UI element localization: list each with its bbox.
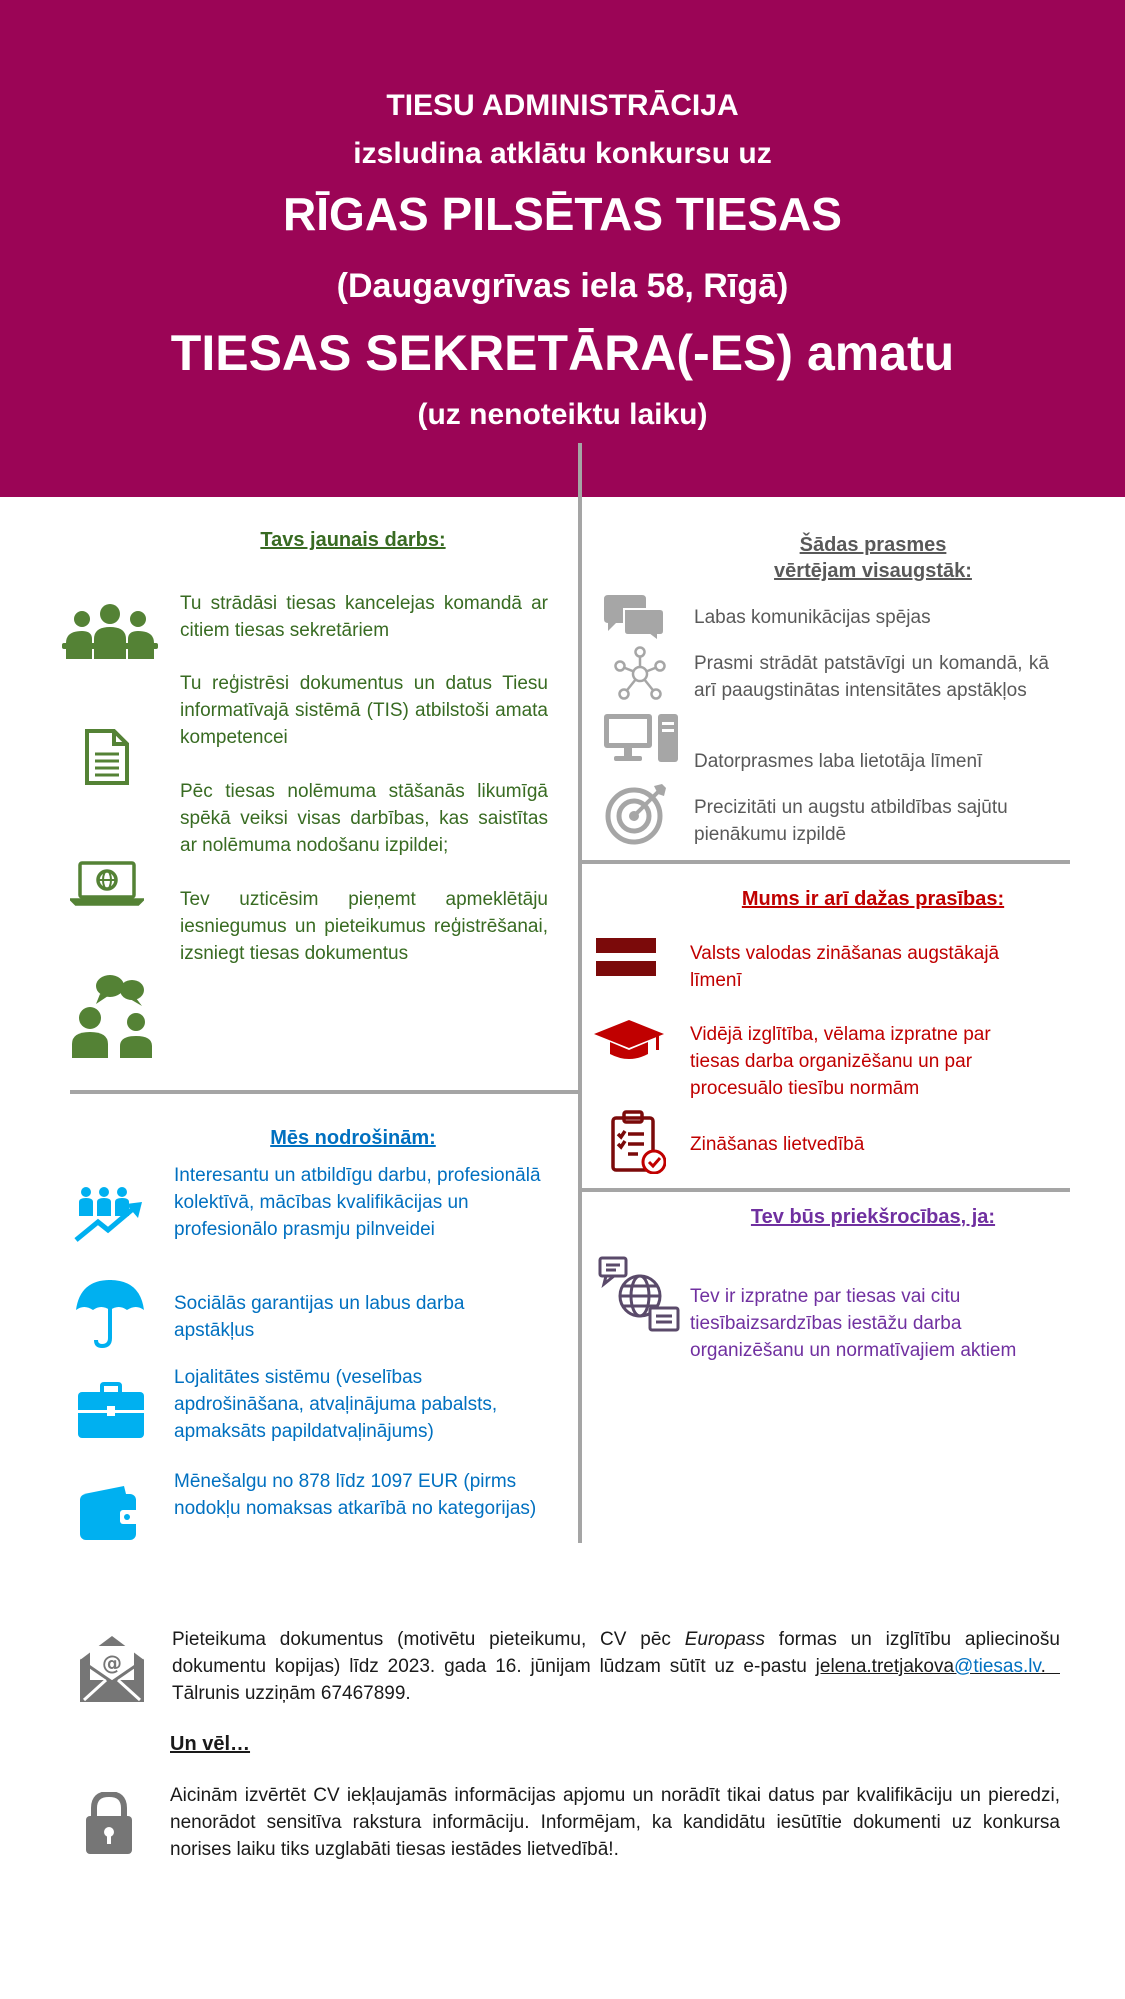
briefcase-icon bbox=[78, 1380, 144, 1438]
job-title: Tavs jaunais darbs: bbox=[260, 529, 446, 551]
target-icon bbox=[604, 782, 668, 846]
right-divider-2 bbox=[582, 1188, 1070, 1192]
skill-item-3: Datorprasmes laba lietotāja līmenī bbox=[694, 751, 983, 772]
job-item-3: Pēc tiesas nolēmuma stāšanās likumīgā spēkā veiksi visas darbības, kas saistītas ar nolēmuma nodošanu izpildei; bbox=[180, 781, 548, 856]
envelope-at-icon bbox=[80, 1632, 144, 1704]
header-announce: izsludina atklātu konkursu uz bbox=[353, 137, 772, 170]
header-position: TIESAS SEKRETĀRA(-ES) amatu bbox=[170, 325, 955, 381]
growth-team-icon bbox=[74, 1186, 144, 1242]
apply-text: Pieteikuma dokumentus (motivētu pieteikumu, CV pēc Europass formas un izglītību apliecinošu dokumentu kopijas) līdz 2023. gada 16. jūnijam lūdzam sūtīt uz e-pastu jelena.tretjakova@tiesas.lv. Tālrunis uzziņām 67467899. bbox=[172, 1629, 1060, 1704]
wallet-icon bbox=[80, 1486, 140, 1540]
svg-text:@: @ bbox=[102, 1651, 122, 1675]
offer-item-4: Mēnešalgu no 878 līdz 1097 EUR (pirms nodokļu nomaksas atkarībā no kategorijas) bbox=[174, 1471, 537, 1519]
skills-title-1: Šādas prasmes bbox=[799, 534, 947, 556]
offer-title: Mēs nodrošinām: bbox=[270, 1127, 436, 1149]
laptop-globe-icon bbox=[70, 860, 144, 906]
network-icon bbox=[612, 646, 668, 702]
globe-documents-icon bbox=[598, 1256, 680, 1334]
header-banner bbox=[0, 0, 1125, 497]
umbrella-icon bbox=[76, 1278, 144, 1348]
skill-item-1: Labas komunikācijas spējas bbox=[694, 607, 931, 628]
job-item-4: Tev uzticēsim pieņemt apmeklētāju iesniegumus un pieteikumus reģistrēšanai, izsniegt tiesas dokumentus bbox=[180, 889, 548, 964]
right-divider-1 bbox=[582, 860, 1070, 864]
speech-bubbles-icon bbox=[602, 595, 666, 641]
advantage-title: Tev būs priekšrocības, ja: bbox=[750, 1206, 996, 1228]
padlock-icon bbox=[86, 1792, 132, 1854]
more-title: Un vēl… bbox=[170, 1733, 251, 1755]
header-address: (Daugavgrīvas iela 58, Rīgā) bbox=[336, 267, 789, 305]
header-term: (uz nenoteiktu laiku) bbox=[417, 398, 708, 431]
people-chat-icon bbox=[70, 972, 154, 1058]
job-item-2: Tu reģistrēsi dokumentus un datus Tiesu informatīvajā sistēmā (TIS) atbilstoši amata kompetencei bbox=[180, 673, 548, 748]
offer-item-1: Interesantu un atbildīgu darbu, profesionālā kolektīvā, mācības kvalifikācijas un profesionālo prasmju pilnveidei bbox=[174, 1165, 541, 1240]
flag-icon bbox=[596, 938, 656, 976]
header-court: RĪGAS PILSĒTAS TIESAS bbox=[283, 188, 842, 240]
offer-item-2: Sociālās garantijas un labus darba apstākļus bbox=[174, 1293, 465, 1341]
skills-title-2: vērtējam visaugstāk: bbox=[774, 560, 972, 582]
requirement-item-2: Vidējā izglītība, vēlama izpratne par tiesas darba organizēšanu un par procesuālo tiesību normām bbox=[690, 1024, 991, 1099]
more-text: Aicinām izvērtēt CV iekļaujamās informācijas apjomu un norādīt tikai datus par kvalifikāciju un pieredzi, nenorādot sensitīva rakstura informāciju. Informējam, ka kandidātu iesūtītie dokumenti uz konkursa norises laiku tiks uzglabāti tiesas iestādes lietvedībā!. bbox=[170, 1785, 1060, 1860]
email-link[interactable]: jelena.tretjakova@tiesas.lv. bbox=[815, 1656, 1060, 1677]
requirements-title: Mums ir arī dažas prasības: bbox=[741, 888, 1005, 910]
computer-icon bbox=[604, 714, 678, 762]
clipboard-check-icon bbox=[610, 1110, 666, 1174]
left-divider bbox=[70, 1090, 578, 1094]
vertical-divider bbox=[578, 443, 582, 1543]
requirement-item-1: Valsts valodas zināšanas augstākajā līmenī bbox=[690, 943, 1000, 991]
document-icon bbox=[84, 728, 130, 786]
skill-item-2: Prasmi strādāt patstāvīgi un komandā, kā arī paaugstinātas intensitātes apstākļos bbox=[694, 653, 1049, 701]
team-icon bbox=[62, 603, 158, 659]
offer-item-3: Lojalitātes sistēmu (veselības apdrošināšana, atvaļinājuma pabalsts, apmaksāts papildatvaļinājums) bbox=[174, 1367, 498, 1442]
skill-item-4: Precizitāti un augstu atbildības sajūtu pienākumu izpildē bbox=[694, 797, 1008, 845]
job-item-1: Tu strādāsi tiesas kancelejas komandā ar citiem tiesas sekretāriem bbox=[180, 593, 548, 641]
header-org: TIESU ADMINISTRĀCIJA bbox=[386, 89, 739, 122]
advantage-text: Tev ir izpratne par tiesas vai citu tiesībaizsardzības iestāžu darba organizēšanu un normatīvajiem aktiem bbox=[690, 1286, 1017, 1361]
requirement-item-3: Zināšanas lietvedībā bbox=[690, 1134, 865, 1155]
graduation-cap-icon bbox=[594, 1020, 664, 1060]
